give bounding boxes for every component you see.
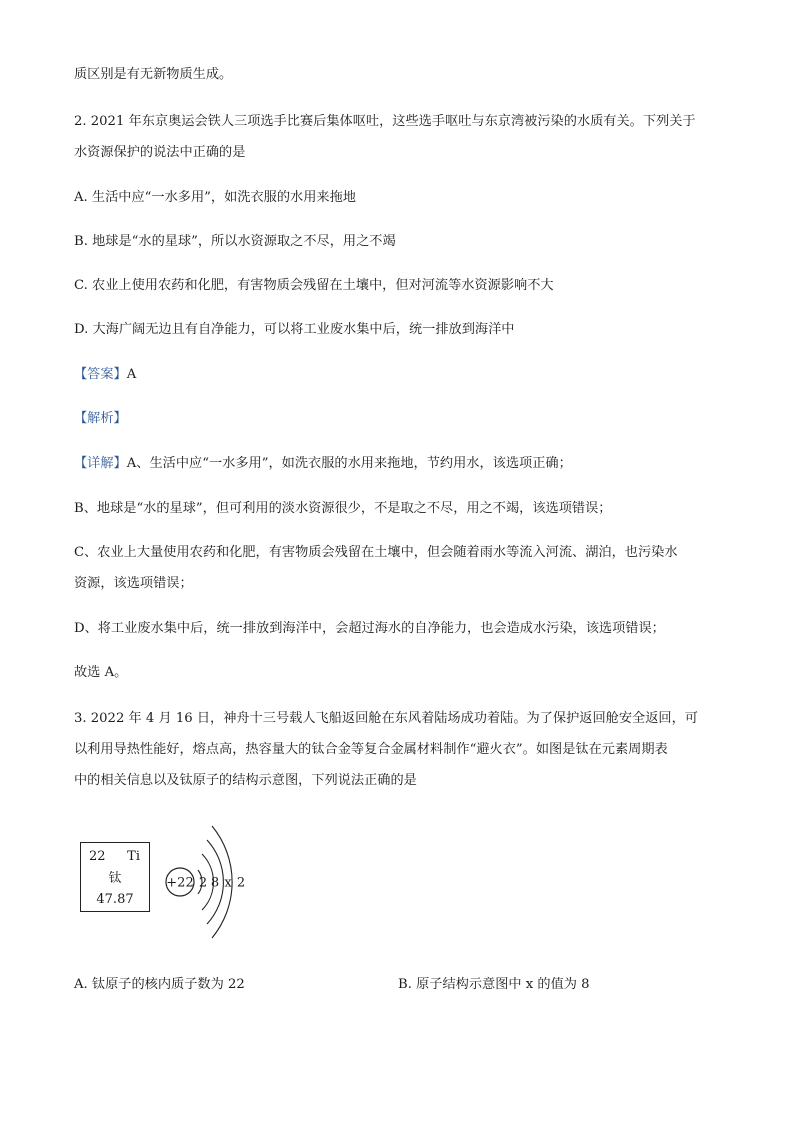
- question-2-option-d: D. 大海广阔无边且有自净能力，可以将工业废水集中后，统一排放到海洋中: [74, 322, 515, 337]
- question-2-option-c: C. 农业上使用农药和化肥，有害物质会残留在土壤中，但对河流等水资源影响不大: [74, 278, 554, 293]
- shell-4-electrons: 2: [236, 875, 246, 891]
- answer-value: A: [126, 367, 137, 382]
- question-3-stem-cont2: 中的相关信息以及钛原子的结构示意图，下列说法正确的是: [74, 773, 417, 788]
- atomic-number: 22: [89, 849, 106, 864]
- question-3-stem: 3. 2022 年 4 月 16 日，神舟十三号载人飞船返回舱在东风着陆场成功着陆。为了保护返回舱安全返回，可: [74, 711, 698, 726]
- analysis-tag: 【解析】: [74, 411, 127, 426]
- atomic-mass: 47.87: [96, 892, 134, 907]
- nucleus-charge: +22: [166, 875, 194, 891]
- element-name: 钛: [108, 871, 122, 886]
- shell-3-electrons: x: [224, 875, 232, 891]
- text-line: 质区别是有无新物质生成。: [74, 67, 233, 82]
- detail-b-line: B、地球是“水的星球”，但可利用的淡水资源很少，不是取之不尽，用之不竭，该选项错误；: [74, 501, 612, 516]
- detail-a-text: A、生活中应“一水多用”，如洗衣服的水用来拖地，节约用水，该选项正确；: [126, 456, 572, 471]
- atomic-structure-diagram: [160, 820, 260, 945]
- detail-c-line: C、农业上大量使用农药和化肥，有害物质会残留在土壤中，但会随着雨水等流入河流、湖泊，也污染水: [74, 545, 678, 560]
- periodic-table-cell: [80, 842, 150, 912]
- question-3-option-b: B. 原子结构示意图中 x 的值为 8: [398, 977, 590, 992]
- shell-2-electrons: 8: [210, 875, 220, 891]
- answer-tag: 【答案】: [74, 367, 127, 382]
- detail-a-line: [74, 455, 734, 473]
- detail-c-line-cont: 资源，该选项错误；: [74, 576, 193, 591]
- conclusion-line: 故选 A。: [74, 665, 128, 680]
- question-2-stem: 2. 2021 年东京奥运会铁人三项选手比赛后集体呕吐，这些选手呕吐与东京湾被污染的水质有关。下列关于: [74, 114, 696, 129]
- question-3-option-a: A. 钛原子的核内质子数为 22: [74, 977, 245, 992]
- question-2-option-b: B. 地球是“水的星球”，所以水资源取之不尽，用之不竭: [74, 234, 396, 249]
- question-2-stem-cont: 水资源保护的说法中正确的是: [74, 145, 246, 160]
- detail-tag: 【详解】: [74, 456, 127, 471]
- question-3-stem-cont: 以利用导热性能好，熔点高，热容量大的钛合金等复合金属材料制作“避火衣”。如图是钛在元素周期表: [74, 742, 668, 757]
- shell-1-electrons: 2: [198, 875, 208, 891]
- analysis-line: [74, 410, 734, 428]
- element-symbol: Ti: [127, 849, 140, 864]
- detail-d-line: D、将工业废水集中后，统一排放到海洋中，会超过海水的自净能力，也会造成水污染，该选项错误；: [74, 621, 665, 636]
- question-2-option-a: A. 生活中应“一水多用”，如洗衣服的水用来拖地: [74, 190, 356, 205]
- answer-line: [74, 366, 734, 384]
